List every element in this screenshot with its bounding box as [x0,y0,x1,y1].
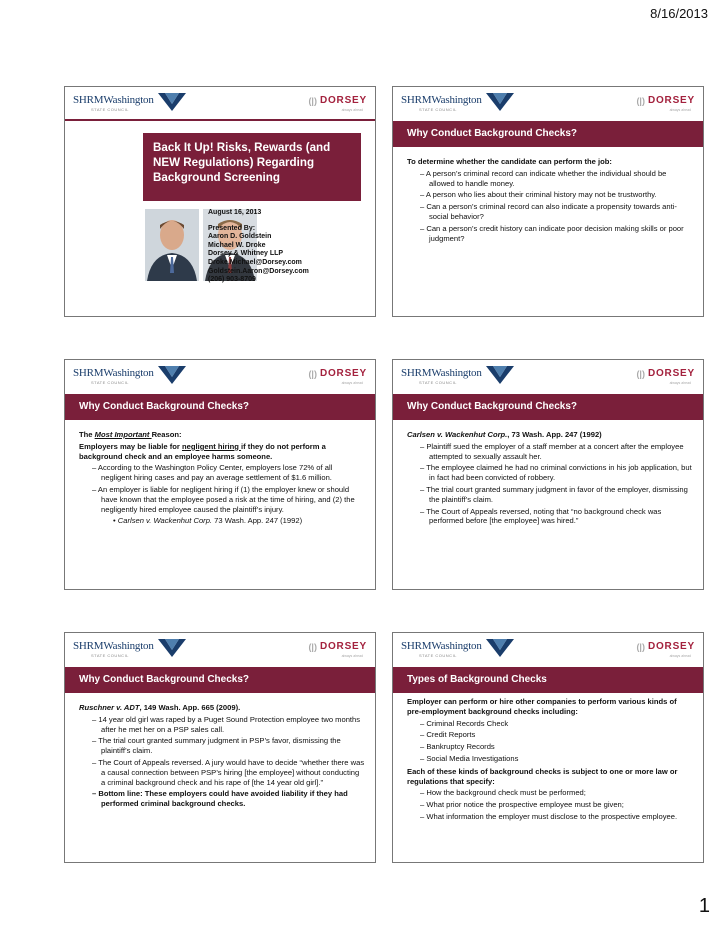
shrm-subtitle: STATE COUNCIL [91,107,129,112]
slide-3 [64,359,376,590]
case-citation: Ruschner v. ADT, 149 Wash. App. 665 (2009). [79,703,241,712]
list-item: – The trial court granted summary judgment in favor of the employer, dismissing the plaintiff’s claim. [420,484,688,504]
slide-6 [392,632,704,863]
list-item: – Social Media Investigations [420,753,519,763]
cover-info [208,209,309,285]
list-item: – Plaintiff sued the employer of a staff member at a concert after the employee attempted to sexually assault her. [420,441,684,461]
presenter-photo-goldstein [145,209,199,281]
shrm-subtitle: STATE COUNCIL [419,380,457,385]
list-item: – The Court of Appeals reversed, noting that “no background check was performed before [the employee] was hired.” [420,506,662,526]
presented-by: Presented By: [208,224,256,232]
firm-name: Dorsey & Whitney LLP [208,250,284,258]
list-item: – Credit Reports [420,730,476,740]
slide-1 [64,86,376,317]
intro-text-2: Each of these kinds of background checks is subject to one or more law or regulations that specify: [407,766,678,786]
list-item: – The Court of Appeals reversed. A jury would have to decide “whether there was a causal connection between PSP’s hiring [the employee] without conducting a criminal background check and his rape of [the 14 year old girl].” [92,757,365,787]
list-item: – Can a person’s criminal record can also indicate a propensity towards anti-social behavior? [420,202,677,221]
list-item: – According to the Washington Policy Center, employers lose 72% of all negligent hiring cases and pay an average settlement of $1.6 million. [92,463,333,483]
list-item: – Can a person’s credit history can indicate poor decision making skills or poor judgment? [420,223,684,243]
v-logo-icon [486,637,514,659]
intro-text: To determine whether the candidate can perform the job: [407,157,612,166]
dorsey-tagline: always ahead [669,654,691,658]
dorsey-logo: (|) DORSEY [636,368,695,379]
dorsey-tagline: always ahead [669,381,691,385]
slide-header-logos [393,633,703,663]
list-item: – 14 year old girl was raped by a Puget Sound Protection employee two months after he met her on a PSP sales call. [92,714,361,734]
slide-header-logos [393,360,703,390]
shrm-subtitle: STATE COUNCIL [91,380,129,385]
dorsey-logo: (|) DORSEY [636,95,695,106]
presenter-1: Aaron D. Goldstein [208,233,272,241]
shrm-logo: SHRMWashington [73,94,154,106]
shrm-subtitle: STATE COUNCIL [419,107,457,112]
slide-content [79,430,365,528]
shrm-subtitle: STATE COUNCIL [419,653,457,658]
v-logo-icon [158,91,186,113]
slide-title: Why Conduct Background Checks? [65,667,375,693]
slide-header-logos [393,87,703,117]
slide-title: Why Conduct Background Checks? [393,121,703,147]
slide-content [407,697,693,824]
slide-title: Types of Background Checks [393,667,703,693]
dorsey-tagline: always ahead [341,381,363,385]
intro-text: Employer can perform or hire other companies to perform various kinds of pre-employment background checks including: [407,697,677,716]
v-logo-icon [486,364,514,386]
v-logo-icon [486,91,514,113]
dorsey-tagline: always ahead [341,108,363,112]
page-number: 1 [698,895,710,917]
dorsey-logo: (|) DORSEY [636,641,695,652]
slide-header-logos [65,87,375,117]
print-date: 8/16/2013 [650,6,708,21]
list-item: – What prior notice the prospective employee must be given; [420,800,624,810]
slide-header-logos [65,360,375,390]
list-item: – An employer is liable for negligent hiring if (1) the employer knew or should have known that the employee posed a risk at the time of hiring, and (2) the negligently hired employee caused the plaintiff’s injury. [92,484,355,514]
list-item: – Bankruptcy Records [420,742,495,752]
shrm-logo: SHRMWashington [401,94,482,106]
cover-title: Back It Up! Risks, Rewards (and NEW Regulations) Regarding Background Screening [143,133,361,201]
presentation-date: August 16, 2013 [208,209,262,216]
email-1[interactable]: Droke.Michael@Dorsey.com [208,258,302,266]
list-item: – The employee claimed he had no criminal convictions in his job application, but in fact had been convicted of robbery. [420,463,692,483]
slide-content [79,703,365,811]
dorsey-tagline: always ahead [669,108,691,112]
shrm-subtitle: STATE COUNCIL [91,653,129,658]
slide-5 [64,632,376,863]
slide-header-logos [65,633,375,663]
case-citation: Carlsen v. Wackenhut Corp., 73 Wash. App. 247 (1992) [407,430,602,439]
slide-4 [392,359,704,590]
list-item: – A person’s criminal record can indicate whether the individual should be allowed to handle money. [420,168,667,188]
v-logo-icon [158,637,186,659]
dorsey-logo: (|) DORSEY [308,641,367,652]
shrm-logo: SHRMWashington [73,640,154,652]
list-item: – What information the employer must disclose to the prospective employee. [420,811,678,821]
list-item: – A person who lies about their criminal history may not be trustworthy. [420,190,657,200]
list-item: – Criminal Records Check [420,718,509,728]
slide-content [407,157,693,245]
slide-content [407,430,693,528]
presenter-2: Michael W. Droke [208,241,266,249]
para-text: Employers may be liable for negligent hiring if they do not perform a background check and an employee harms someone. [79,441,326,461]
list-item: – The trial court granted summary judgment in PSP’s favor, dismissing the plaintiff’s claim. [92,736,341,756]
phone-number: (206) 903-8709 [208,276,256,284]
lead-text: The Most Important Reason: [79,430,182,439]
dorsey-logo: (|) DORSEY [308,368,367,379]
slide-2 [392,86,704,317]
person-photo-icon [145,209,199,281]
shrm-logo: SHRMWashington [401,640,482,652]
slide-title: Why Conduct Background Checks? [393,394,703,420]
v-logo-icon [158,364,186,386]
header-rule [65,119,375,121]
list-item-bottom-line: – Bottom line: These employers could have avoided liability if they had performed criminal background checks. [92,789,348,809]
slide-title: Why Conduct Background Checks? [65,394,375,420]
dorsey-tagline: always ahead [341,654,363,658]
shrm-logo: SHRMWashington [401,367,482,379]
dorsey-logo: (|) DORSEY [308,95,367,106]
email-2[interactable]: Goldstein.Aaron@Dorsey.com [208,267,309,275]
shrm-logo: SHRMWashington [73,367,154,379]
list-item: – How the background check must be performed; [420,788,586,798]
sub-list-item: • Carlsen v. Wackenhut Corp. 73 Wash. App. 247 (1992) [113,516,303,526]
